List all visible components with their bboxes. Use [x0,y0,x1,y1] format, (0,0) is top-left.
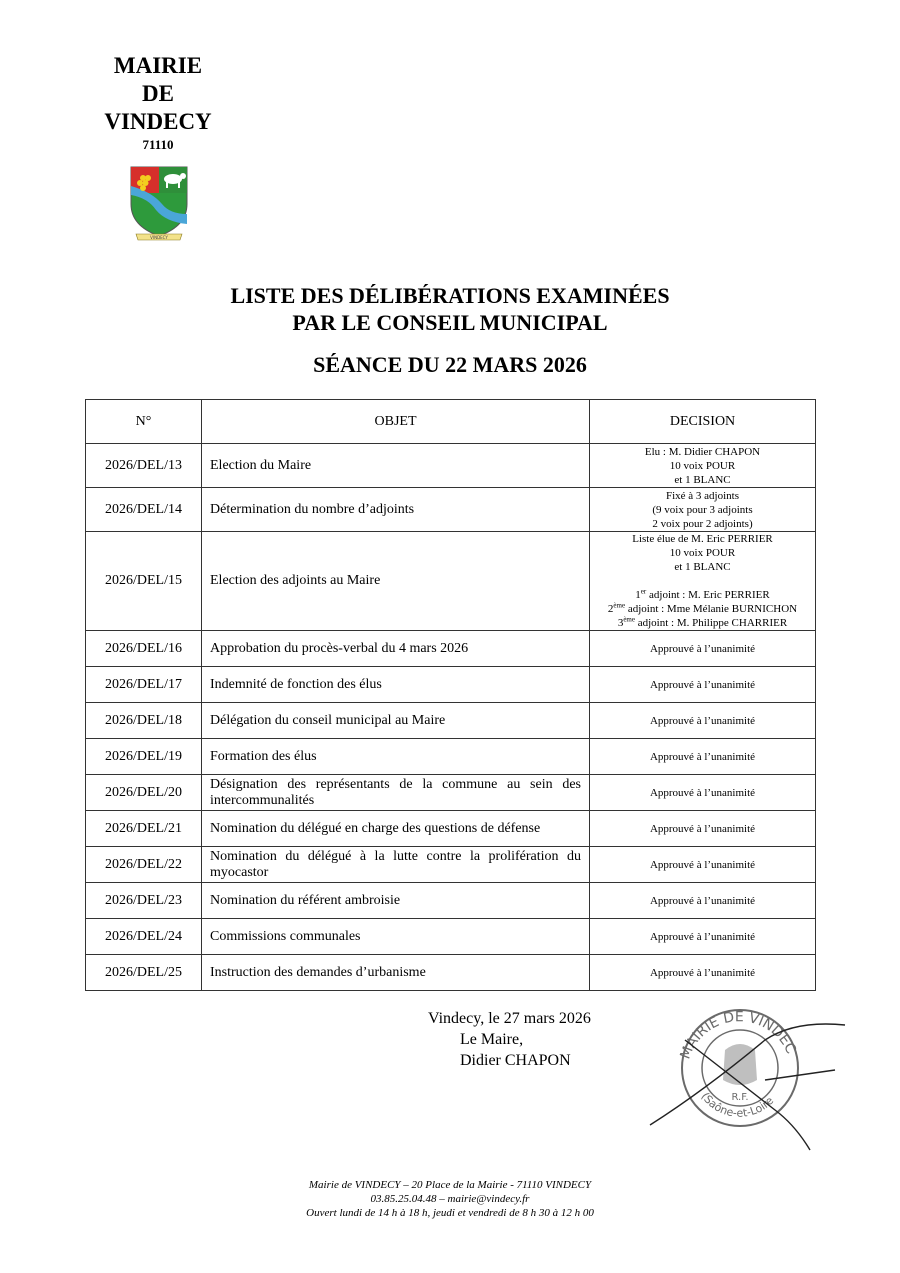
header-line-3: VINDECY [104,109,212,134]
title-line-1: LISTE DES DÉLIBÉRATIONS EXAMINÉES [230,283,670,308]
header-decision: DECISION [590,400,816,444]
row-objet: Détermination du nombre d’adjoints [202,488,590,532]
row-objet: Désignation des représentants de la commune au sein des intercommunalités [202,775,590,811]
stamp-center: R.F. [731,1092,749,1103]
row-objet: Commissions communales [202,919,590,955]
table-row [86,444,816,488]
mairie-header [100,52,216,154]
footer-hours: Ouvert lundi de 14 h à 18 h, jeudi et vendredi de 8 h 30 à 12 h 00 [306,1207,594,1219]
row-num: 2026/DEL/18 [86,703,202,739]
row-decision: Approuvé à l’unanimité [590,739,816,775]
row-decision [590,488,816,532]
decision-line: Liste élue de M. Eric PERRIER [632,533,773,545]
row-num: 2026/DEL/16 [86,631,202,667]
document-title [0,282,900,378]
table-row [86,488,816,532]
session-date: SÉANCE DU 22 MARS 2026 [313,352,587,377]
adjoint-line: 1er adjoint : M. Eric PERRIER [635,587,770,601]
row-decision: Approuvé à l’unanimité [590,775,816,811]
table-row [86,532,816,631]
decision-line: et 1 BLANC [674,561,731,573]
table-row [86,739,816,775]
row-num: 2026/DEL/24 [86,919,202,955]
row-decision: Approuvé à l’unanimité [590,703,816,739]
row-objet: Election des adjoints au Maire [202,532,590,631]
row-decision: Approuvé à l’unanimité [590,919,816,955]
table-row [86,811,816,847]
signature-block [428,1008,591,1071]
row-objet: Délégation du conseil municipal au Maire [202,703,590,739]
coat-of-arms-icon [128,164,190,242]
decision-line: 10 voix POUR [669,547,736,559]
footer [0,1178,900,1220]
coat-ribbon-text: VINDECY [150,235,168,240]
table-row [86,883,816,919]
row-objet: Nomination du référent ambroisie [202,883,590,919]
stamp-text-bottom: (Saône-et-Loire [698,1090,777,1120]
table-row [86,955,816,991]
row-num: 2026/DEL/13 [86,444,202,488]
adjoint-line: 3ème adjoint : M. Philippe CHARRIER [617,615,788,629]
footer-address: Mairie de VINDECY – 20 Place de la Mairie - 71110 VINDECY [308,1179,592,1191]
deliberations-table [85,399,816,991]
table-row [86,847,816,883]
header-line-2: DE [142,81,174,106]
row-objet: Indemnité de fonction des élus [202,667,590,703]
decision-line: 2 voix pour 2 adjoints) [652,517,753,530]
mayor-name: Didier CHAPON [460,1052,571,1069]
row-decision: Approuvé à l’unanimité [590,811,816,847]
stamp-text-top: MAIRIE DE VINDEC [677,1009,799,1062]
row-num: 2026/DEL/25 [86,955,202,991]
row-decision [590,444,816,488]
row-num: 2026/DEL/14 [86,488,202,532]
row-objet: Instruction des demandes d’urbanisme [202,955,590,991]
decision-line: Elu : M. Didier CHAPON [644,445,761,458]
row-num: 2026/DEL/15 [86,532,202,631]
table-row [86,703,816,739]
table-header-row [86,400,816,444]
row-objet: Election du Maire [202,444,590,488]
title-line-2: PAR LE CONSEIL MUNICIPAL [292,310,608,335]
row-decision: Approuvé à l’unanimité [590,883,816,919]
row-num: 2026/DEL/17 [86,667,202,703]
mayor-role: Le Maire, [460,1031,524,1048]
row-decision: Approuvé à l’unanimité [590,847,816,883]
footer-contact: 03.85.25.04.48 – mairie@vindecy.fr [370,1193,530,1205]
row-num: 2026/DEL/19 [86,739,202,775]
adjoint-line: 2ème adjoint : Mme Mélanie BURNICHON [607,601,798,615]
decision-line: 10 voix POUR [669,459,736,472]
mairie-stamp-icon [645,1000,855,1165]
row-num: 2026/DEL/23 [86,883,202,919]
postal-code: 71110 [142,137,174,152]
row-num: 2026/DEL/20 [86,775,202,811]
table-row [86,919,816,955]
row-num: 2026/DEL/22 [86,847,202,883]
decision-line: et 1 BLANC [674,473,731,486]
decision-line: Fixé à 3 adjoints [665,489,740,502]
row-decision: Approuvé à l’unanimité [590,631,816,667]
header-num: N° [86,400,202,444]
table-row [86,631,816,667]
row-num: 2026/DEL/21 [86,811,202,847]
row-decision: Approuvé à l’unanimité [590,955,816,991]
row-decision: Approuvé à l’unanimité [590,667,816,703]
place-date: Vindecy, le 27 mars 2026 [428,1010,591,1027]
row-objet: Formation des élus [202,739,590,775]
header-objet: OBJET [202,400,590,444]
row-objet: Nomination du délégué à la lutte contre la prolifération du myocastor [202,847,590,883]
table-row [86,667,816,703]
header-line-1: MAIRIE [113,53,203,78]
decision-line: (9 voix pour 3 adjoints [652,503,753,516]
row-decision [590,532,816,631]
row-objet: Nomination du délégué en charge des questions de défense [202,811,590,847]
row-objet: Approbation du procès-verbal du 4 mars 2026 [202,631,590,667]
table-row [86,775,816,811]
svg-text:MAIRIE DE VINDECY [645,1000,799,1061]
